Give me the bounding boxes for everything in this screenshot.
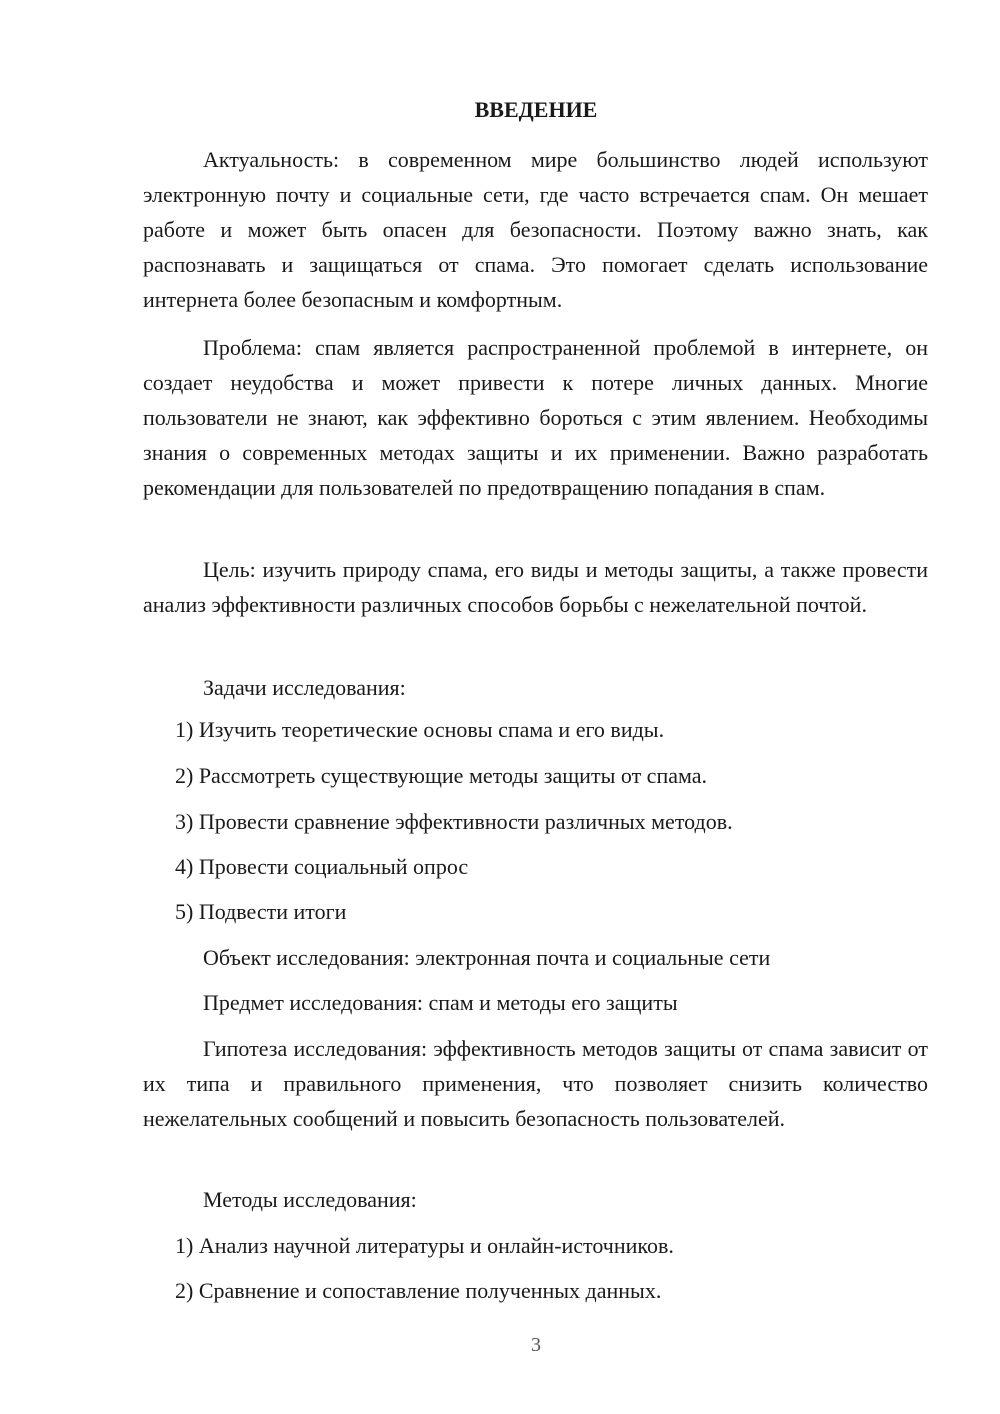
task-item: 5) Подвести итоги (175, 899, 347, 924)
hypothesis-paragraph: Гипотеза исследования: эффективность методов защиты от спама зависит от их типа и правильного применения, что позволяет снизить количество нежелательных сообщений и повысить безопасность пользователей. (143, 1036, 928, 1131)
method-item: 1) Анализ научной литературы и онлайн-источников. (175, 1233, 674, 1258)
task-item: 1) Изучить теоретические основы спама и его виды. (175, 717, 665, 742)
page-title: ВВЕДЕНИЕ (474, 97, 598, 122)
method-item: 2) Сравнение и сопоставление полученных данных. (175, 1278, 662, 1303)
subject-line: Предмет исследования: спам и методы его защиты (203, 990, 678, 1015)
goal-paragraph: Цель: изучить природу спама, его виды и методы защиты, а также провести анализ эффективности различных способов борьбы с нежелательной почтой. (143, 557, 928, 617)
task-item: 4) Провести социальный опрос (175, 854, 469, 879)
task-item: 2) Рассмотреть существующие методы защиты от спама. (175, 763, 708, 788)
methods-heading: Методы исследования: (203, 1187, 417, 1212)
object-line: Объект исследования: электронная почта и социальные сети (203, 945, 771, 970)
page-number: 3 (531, 1334, 541, 1356)
tasks-heading: Задачи исследования: (203, 675, 406, 700)
task-item: 3) Провести сравнение эффективности различных методов. (175, 809, 733, 834)
relevance-paragraph: Актуальность: в современном мире большинство людей используют электронную почту и социальные сети, где часто встречается спам. Он мешает работе и может быть опасен для безопасности. Поэтому важно знать, как распознавать и защищаться от спама. Это помогает сделать использование интернета более безопасным и комфортным. (143, 147, 928, 312)
problem-paragraph: Проблема: спам является распространенной проблемой в интернете, он создает неудобства и может привести к потере личных данных. Многие пользователи не знают, как эффективно бороться с этим явлением. Необходимы знания о современных методах защиты и их применении. Важно разработать рекомендации для пользователей по предотвращению попадания в спам. (143, 335, 928, 500)
